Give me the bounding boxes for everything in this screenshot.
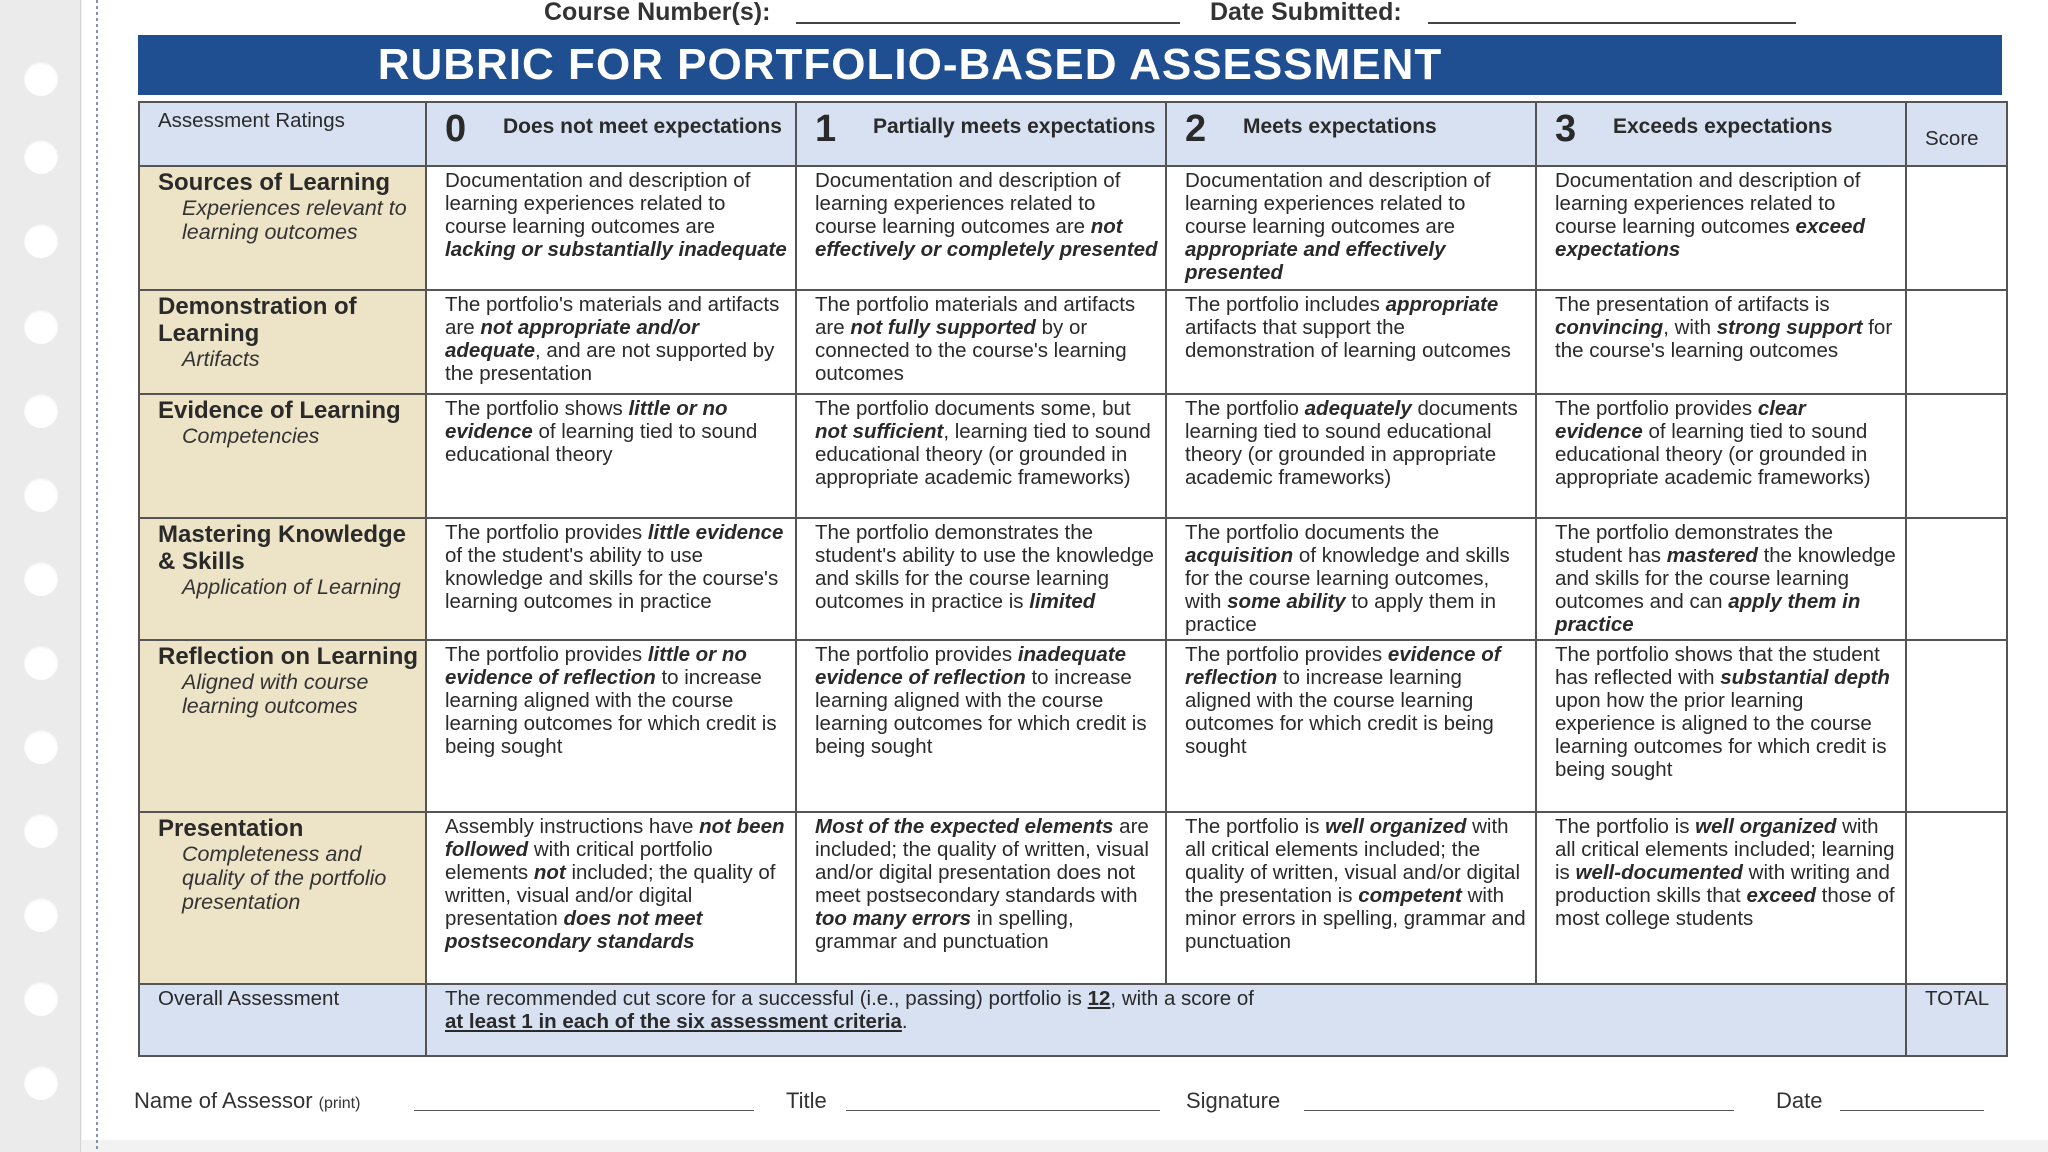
rubric-table <box>138 101 2008 1057</box>
descriptor-text: Documentation and description of learning experiences related to course learning outcomes are <box>815 169 1121 238</box>
criterion-subtitle: Artifacts <box>182 347 260 371</box>
descriptor-text: the knowledge and skills for the course learning outcomes and can <box>1555 544 1896 613</box>
emphasis-text: clear evidence <box>1555 397 1806 443</box>
descriptor-text: The portfolio documents the <box>1185 521 1440 544</box>
descriptor-text: , and are not supported by the presentation <box>445 339 775 385</box>
overall-assessment-row <box>139 984 2007 1056</box>
rating-cell-level-2 <box>1166 394 1536 518</box>
emphasis-text: adequately <box>1304 397 1412 420</box>
emphasis-text: limited <box>1029 590 1096 613</box>
course-number-field[interactable] <box>796 22 1180 24</box>
criterion-subtitle: Competencies <box>182 424 320 448</box>
assessment-ratings-header: Assessment Ratings <box>139 102 426 166</box>
emphasis-text: little evidence <box>647 521 784 544</box>
cut-score: 12 <box>1087 987 1111 1010</box>
score-field[interactable] <box>1906 290 2007 394</box>
emphasis-text: mastered <box>1666 544 1758 567</box>
descriptor-text: The portfolio is <box>1555 815 1696 838</box>
descriptor-text: , learning tied to sound educational theory (or grounded in appropriate academic frameworks) <box>815 420 1151 489</box>
rating-cell-level-1 <box>796 518 1166 640</box>
descriptor-text: The portfolio materials and artifacts are <box>815 293 1136 339</box>
level-0-header <box>426 102 796 166</box>
emphasis-text: not <box>533 861 566 884</box>
total-score-field[interactable]: TOTAL <box>1906 984 2007 1056</box>
descriptor-text: to increase learning aligned with the course learning outcomes for which credit is being sought <box>815 666 1147 758</box>
rating-cell-level-2 <box>1166 640 1536 812</box>
descriptor-text: of learning tied to sound educational theory (or grounded in appropriate academic frameworks) <box>1555 420 1871 489</box>
emphasis-text: convincing <box>1555 316 1664 339</box>
criterion-row <box>139 394 2007 518</box>
descriptor-text: those of most college students <box>1555 884 1895 930</box>
rating-cell-level-3 <box>1536 290 1906 394</box>
emphasis-text: exceed <box>1746 884 1816 907</box>
level-1-header <box>796 102 1166 166</box>
descriptor-text: Documentation and description of learning experiences related to course learning outcomes are <box>1185 169 1491 238</box>
emphasis-text: not been followed <box>445 815 785 861</box>
criterion-row <box>139 166 2007 290</box>
descriptor-text: for the course's learning outcomes <box>1555 316 1893 362</box>
rating-cell-level-3 <box>1536 394 1906 518</box>
binder-hole <box>24 898 58 932</box>
binder-strip <box>0 0 81 1152</box>
descriptor-text: The presentation of artifacts is <box>1555 293 1830 316</box>
rating-cell-level-0 <box>426 812 796 984</box>
descriptor-text: of the student's ability to use knowledge and skills for the course's learning outcomes in practice <box>445 544 779 613</box>
page-margin-line <box>96 0 98 1152</box>
rating-cell-level-0 <box>426 640 796 812</box>
emphasis-text: well-documented <box>1575 861 1743 884</box>
rating-cell-level-0 <box>426 166 796 290</box>
score-field[interactable] <box>1906 518 2007 640</box>
level-number: 3 <box>1555 108 1577 150</box>
emphasis-text: strong support <box>1716 316 1863 339</box>
descriptor-text: The portfolio provides <box>1555 397 1758 420</box>
binder-hole <box>24 646 58 680</box>
criterion-cell <box>139 640 426 812</box>
level-number: 2 <box>1185 108 1207 150</box>
descriptor-text: of learning tied to sound educational theory <box>445 420 758 466</box>
descriptor-text: in spelling, grammar and punctuation <box>815 907 1074 953</box>
criterion-cell <box>139 290 426 394</box>
score-field[interactable] <box>1906 640 2007 812</box>
overall-text-part: . <box>901 1010 908 1033</box>
descriptor-text: documents learning tied to sound educational theory (or grounded in appropriate academic frameworks) <box>1185 397 1518 489</box>
criterion-title: Mastering Knowledge & Skills <box>158 521 407 575</box>
rating-cell-level-1 <box>796 394 1166 518</box>
descriptor-text: The portfolio provides <box>815 643 1018 666</box>
level-label: Exceeds expectations <box>1613 115 1833 138</box>
assessor-note: (print) <box>318 1095 361 1112</box>
descriptor-text: Documentation and description of learning experiences related to course learning outcomes are <box>445 169 751 238</box>
criterion-cell <box>139 518 426 640</box>
descriptor-text: , with <box>1663 316 1717 339</box>
emphasis-text: does not meet postsecondary standards <box>445 907 703 953</box>
rating-cell-level-1 <box>796 166 1166 290</box>
descriptor-text: with all critical elements included; learning is <box>1555 815 1895 884</box>
criterion-row <box>139 640 2007 812</box>
signature-footer <box>134 1088 2004 1118</box>
date-submitted-field[interactable] <box>1428 22 1796 24</box>
rating-cell-level-3 <box>1536 166 1906 290</box>
descriptor-text: included; the quality of written, visual and/or digital presentation <box>445 861 776 930</box>
binder-hole <box>24 814 58 848</box>
criterion-subtitle: Experiences relevant to learning outcomes <box>182 196 407 244</box>
rating-cell-level-0 <box>426 394 796 518</box>
binder-hole <box>24 562 58 596</box>
criterion-row <box>139 812 2007 984</box>
date-label: Date <box>1776 1088 1823 1113</box>
descriptor-text: The portfolio includes <box>1185 293 1386 316</box>
assessor-title-field[interactable] <box>846 1110 1160 1111</box>
criterion-title: Demonstration of Learning <box>158 293 357 347</box>
assessor-label <box>134 1088 360 1114</box>
emphasis-text: well organized <box>1325 815 1467 838</box>
course-number-label: Course Number(s): <box>544 0 771 26</box>
score-header: Score <box>1906 102 2007 166</box>
descriptor-text: The portfolio provides <box>1185 643 1388 666</box>
emphasis-text: competent <box>1358 884 1462 907</box>
descriptor-text: Documentation and description of learning experiences related to course learning outcomes <box>1555 169 1861 238</box>
rating-cell-level-3 <box>1536 518 1906 640</box>
rating-cell-level-1 <box>796 812 1166 984</box>
rating-cell-level-3 <box>1536 812 1906 984</box>
emphasis-text: acquisition <box>1185 544 1294 567</box>
level-label: Partially meets expectations <box>873 115 1156 138</box>
descriptor-text: to apply them in practice <box>1185 590 1497 636</box>
descriptor-text: upon how the prior learning experience is aligned to the course learning outcomes for which credit is being sought <box>1555 689 1887 781</box>
date-submitted-label: Date Submitted: <box>1210 0 1402 26</box>
rating-cell-level-0 <box>426 518 796 640</box>
rating-cell-level-3 <box>1536 640 1906 812</box>
descriptor-text: The portfolio <box>1185 397 1305 420</box>
assessor-name-field[interactable] <box>414 1110 754 1111</box>
emphasis-text: Most of the expected elements <box>815 815 1114 838</box>
rating-cell-level-0 <box>426 290 796 394</box>
overall-assessment-label: Overall Assessment <box>139 984 426 1056</box>
descriptor-text: with critical portfolio elements <box>445 838 713 884</box>
criterion-cell <box>139 812 426 984</box>
emphasis-text: substantial depth <box>1720 666 1890 689</box>
criterion-cell <box>139 166 426 290</box>
criterion-title: Evidence of Learning <box>158 397 401 424</box>
descriptor-text: The portfolio demonstrates the student's ability to use the knowledge and skills for the course learning outcomes in practice is <box>815 521 1154 613</box>
criterion-row <box>139 518 2007 640</box>
rating-cell-level-2 <box>1166 166 1536 290</box>
rating-cell-level-1 <box>796 640 1166 812</box>
level-3-header <box>1536 102 1906 166</box>
emphasis-text: lacking or substantially inadequate <box>445 238 787 261</box>
level-2-header <box>1166 102 1536 166</box>
emphasis-text: little or no evidence <box>445 397 728 443</box>
criterion-cell <box>139 394 426 518</box>
binder-hole <box>24 140 58 174</box>
binder-hole <box>24 1066 58 1100</box>
date-field[interactable] <box>1840 1110 1984 1111</box>
emphasis-text: inadequate evidence of reflection <box>815 643 1127 689</box>
emphasis-text: well organized <box>1695 815 1837 838</box>
emphasis-text: too many errors <box>815 907 972 930</box>
descriptor-text: The portfolio is <box>1185 815 1326 838</box>
criterion-title: Reflection on Learning <box>158 643 419 670</box>
rating-cell-level-1 <box>796 290 1166 394</box>
criterion-subtitle: Completeness and quality of the portfolio presentation <box>182 842 387 914</box>
title-banner <box>138 35 2002 95</box>
criteria-note: at least 1 in each of the six assessment criteria <box>445 1010 902 1033</box>
descriptor-text: of knowledge and skills for the course learning outcomes, with <box>1185 544 1510 613</box>
title-label: Title <box>786 1088 827 1113</box>
binder-hole <box>24 478 58 512</box>
overall-assessment-text <box>426 984 1906 1056</box>
descriptor-text: artifacts that support the demonstration of learning outcomes <box>1185 316 1511 362</box>
binder-hole <box>24 982 58 1016</box>
rating-cell-level-2 <box>1166 518 1536 640</box>
binder-hole <box>24 224 58 258</box>
emphasis-text: evidence of reflection <box>1185 643 1501 689</box>
descriptor-text: The portfolio demonstrates the student has <box>1555 521 1834 567</box>
emphasis-text: not appropriate and/or adequate <box>445 316 700 362</box>
descriptor-text: to increase learning aligned with the course learning outcomes for which credit is being sought <box>445 666 777 758</box>
overall-text-part: , with a score of <box>1110 987 1254 1010</box>
signature-label: Signature <box>1186 1088 1281 1113</box>
criterion-row <box>139 290 2007 394</box>
level-number: 0 <box>445 108 467 150</box>
criterion-title: Sources of Learning <box>158 169 391 196</box>
descriptor-text: The portfolio provides <box>445 521 648 544</box>
emphasis-text: some ability <box>1227 590 1346 613</box>
header-row <box>139 102 2007 166</box>
score-field[interactable] <box>1906 812 2007 984</box>
descriptor-text: are included; the quality of written, visual and/or digital presentation does not meet postsecondary standards with <box>815 815 1149 907</box>
overall-text-part: The recommended cut score for a successful (i.e., passing) portfolio is <box>445 987 1088 1010</box>
descriptor-text: The portfolio provides <box>445 643 648 666</box>
descriptor-text: with writing and production skills that <box>1555 861 1890 907</box>
criterion-subtitle: Application of Learning <box>182 575 401 599</box>
binder-hole <box>24 730 58 764</box>
descriptor-text: The portfolio shows <box>445 397 629 420</box>
binder-hole <box>24 62 58 96</box>
descriptor-text: The portfolio documents some, but <box>815 397 1131 420</box>
descriptor-text: The portfolio's materials and artifacts are <box>445 293 780 339</box>
rating-cell-level-2 <box>1166 812 1536 984</box>
emphasis-text: not fully supported <box>850 316 1036 339</box>
rubric-title: RUBRIC FOR PORTFOLIO-BASED ASSESSMENT <box>377 40 1443 89</box>
emphasis-text: apply them in practice <box>1555 590 1861 636</box>
descriptor-text: to increase learning aligned with the course learning outcomes for which credit is being sought <box>1185 666 1494 758</box>
header-fields <box>540 0 1840 24</box>
descriptor-text: The portfolio shows that the student has reflected with <box>1555 643 1880 689</box>
binder-hole <box>24 310 58 344</box>
descriptor-text: Assembly instructions have <box>445 815 700 838</box>
assessor-label-text: Name of Assessor <box>134 1088 313 1113</box>
score-field[interactable] <box>1906 166 2007 290</box>
descriptor-text: by or connected to the course's learning outcomes <box>815 316 1127 385</box>
emphasis-text: not sufficient <box>815 420 944 443</box>
level-label: Meets expectations <box>1243 115 1437 138</box>
criterion-subtitle: Aligned with course learning outcomes <box>182 670 369 718</box>
emphasis-text: exceed expectations <box>1555 215 1865 261</box>
descriptor-text: with minor errors in spelling, grammar and punctuation <box>1185 884 1526 953</box>
emphasis-text: not effectively or completely presented <box>815 215 1158 261</box>
binder-hole <box>24 394 58 428</box>
criterion-title: Presentation <box>158 815 304 842</box>
descriptor-text: with all critical elements included; the quality of written, visual and/or digital the presentation is <box>1185 815 1521 907</box>
level-label: Does not meet expectations <box>503 115 782 138</box>
emphasis-text: appropriate and effectively presented <box>1185 238 1446 284</box>
emphasis-text: little or no evidence of reflection <box>445 643 747 689</box>
signature-field[interactable] <box>1304 1110 1734 1111</box>
rating-cell-level-2 <box>1166 290 1536 394</box>
level-number: 1 <box>815 108 837 150</box>
score-field[interactable] <box>1906 394 2007 518</box>
emphasis-text: appropriate <box>1385 293 1499 316</box>
